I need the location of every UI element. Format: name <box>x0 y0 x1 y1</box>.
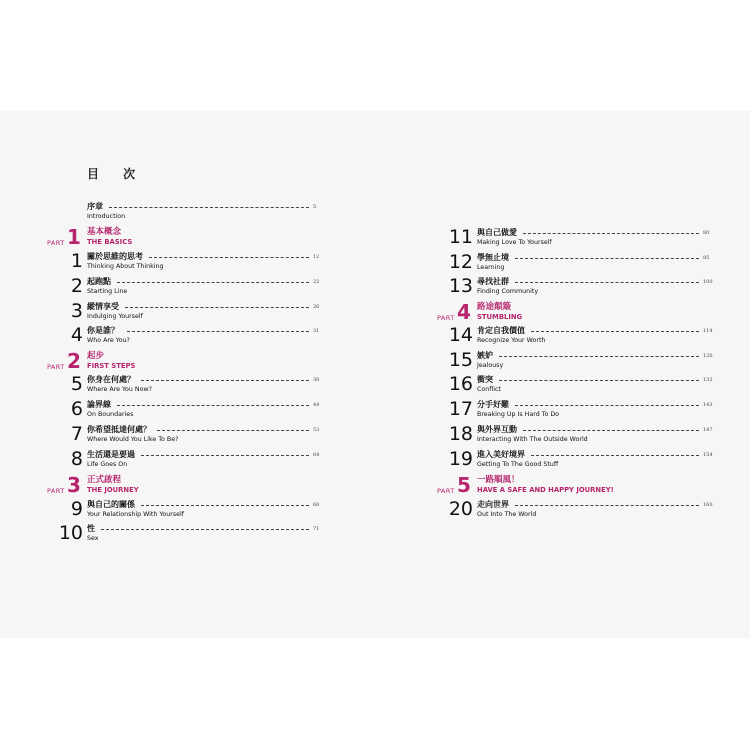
entry-title-en: Where Are You Now? <box>87 386 152 393</box>
leader-dots <box>127 331 309 332</box>
chapter-number: 19 <box>448 448 473 470</box>
leader-dots <box>117 282 309 283</box>
chapter-number: 6 <box>70 398 83 420</box>
entry-title-en: Making Love To Yourself <box>477 239 552 246</box>
page-number: 85 <box>703 255 710 261</box>
chapter-number: 14 <box>448 324 473 346</box>
toc-entry-ch20[interactable] <box>448 498 713 524</box>
toc-entry-ch11[interactable] <box>448 226 712 252</box>
leader-dots <box>531 331 699 332</box>
entry-title-zh: 與外界互動 <box>477 425 520 435</box>
part-number: 4 <box>457 300 471 324</box>
page-number: 143 <box>703 402 713 408</box>
page-number: 71 <box>313 526 320 532</box>
entry-title-zh: 你希望抵達何處？ <box>87 425 154 435</box>
page-number: 114 <box>703 328 713 334</box>
page-number: 5 <box>313 204 317 210</box>
page-number: 44 <box>313 402 320 408</box>
entry-title-zh: 肯定自我價值 <box>477 326 528 336</box>
part-title-zh: 起步 <box>87 351 105 361</box>
leader-dots <box>515 258 699 259</box>
entry-title-zh: 與自己做愛 <box>477 228 520 238</box>
leader-dots <box>157 430 309 431</box>
entry-title-zh: 關於思維的思考 <box>87 252 146 262</box>
chapter-number: 10 <box>58 522 83 544</box>
entry-title-zh: 縱情享受 <box>87 302 122 312</box>
part-title-en: FIRST STEPS <box>87 362 136 370</box>
entry-title-en: Your Relationship With Yourself <box>87 511 184 518</box>
entry-title-en: Recognize Your Worth <box>477 337 546 344</box>
toc-entry-ch17[interactable] <box>448 398 713 424</box>
chapter-number: 17 <box>448 398 473 420</box>
part-title-zh: 一路順風！ <box>477 475 520 485</box>
leader-dots <box>149 257 309 258</box>
leader-dots <box>523 430 699 431</box>
toc-entry-ch15[interactable] <box>448 349 713 375</box>
entry-title-zh: 走向世界 <box>477 500 512 510</box>
leader-dots <box>141 455 309 456</box>
page-number: 64 <box>313 452 320 458</box>
leader-dots <box>531 455 699 456</box>
page-number: 12 <box>313 254 320 260</box>
chapter-number: 5 <box>70 373 83 395</box>
chapter-number: 1 <box>70 250 83 272</box>
entry-title-zh: 嫉妒 <box>477 351 496 361</box>
entry-title-en: On Boundaries <box>87 411 134 418</box>
part-title-zh: 基本概念 <box>87 227 122 237</box>
chapter-number: 9 <box>70 498 83 520</box>
leader-dots <box>515 405 699 406</box>
leader-dots <box>109 207 309 208</box>
leader-dots <box>125 307 309 308</box>
page-number: 22 <box>313 279 320 285</box>
part-title-zh: 正式啟程 <box>87 475 122 485</box>
entry-title-zh: 進入美好境界 <box>477 450 528 460</box>
entry-title-en: Out Into The World <box>477 511 537 518</box>
entry-title-en: Who Are You? <box>87 337 130 344</box>
part-number: 2 <box>67 349 81 373</box>
toc-entry-ch18[interactable] <box>448 423 713 449</box>
part-label: PART <box>47 363 65 371</box>
leader-dots <box>117 405 309 406</box>
page-number: 132 <box>703 377 713 383</box>
entry-title-en: Sex <box>87 535 99 542</box>
page-number: 38 <box>313 377 320 383</box>
leader-dots <box>141 380 309 381</box>
entry-title-en: Learning <box>477 264 505 271</box>
chapter-number: 7 <box>70 423 83 445</box>
part-number: 1 <box>67 225 81 249</box>
toc-entry-ch19[interactable] <box>448 448 713 474</box>
entry-title-en: Conflict <box>477 386 501 393</box>
toc-entry-ch12[interactable] <box>448 251 712 277</box>
chapter-number: 3 <box>70 300 83 322</box>
entry-title-en: Where Would You Like To Be? <box>87 436 179 443</box>
leader-dots <box>515 505 699 506</box>
part-heading-5[interactable] <box>437 475 697 499</box>
toc-entry-ch16[interactable] <box>448 373 713 399</box>
leader-dots <box>515 282 699 283</box>
leader-dots <box>523 233 699 234</box>
entry-title-zh: 你是誰？ <box>87 326 122 336</box>
chapter-number: 2 <box>70 275 83 297</box>
page-number: 147 <box>703 427 713 433</box>
entry-title-zh: 生活還是要過 <box>87 450 138 460</box>
toc-title: 目 次 <box>87 167 146 181</box>
entry-title-en: Interacting With The Outside World <box>477 436 588 443</box>
entry-title-en: Life Goes On <box>87 461 128 468</box>
page-number: 31 <box>313 328 320 334</box>
entry-title-en: Getting To The Good Stuff <box>477 461 559 468</box>
chapter-number: 16 <box>448 373 473 395</box>
chapter-number: 8 <box>70 448 83 470</box>
toc-entry-ch14[interactable] <box>448 324 713 350</box>
entry-title-zh: 學無止境 <box>477 253 512 263</box>
entry-title-zh: 尋找社群 <box>477 277 512 287</box>
entry-title-en: Thinking About Thinking <box>87 263 164 270</box>
entry-title-zh: 衝突 <box>477 375 496 385</box>
part-number: 5 <box>457 473 471 497</box>
part-title-zh: 路途顛簸 <box>477 302 512 312</box>
entry-title-zh: 與自己的關係 <box>87 500 138 510</box>
chapter-number: 18 <box>448 423 473 445</box>
part-label: PART <box>437 314 455 322</box>
part-title-en: HAVE A SAFE AND HAPPY JOURNEY! <box>477 486 614 494</box>
entry-title-zh: 論界線 <box>87 400 114 410</box>
entry-title-en: Indulging Yourself <box>87 313 143 320</box>
entry-title-en: Finding Community <box>477 288 539 295</box>
page-number: 53 <box>313 427 320 433</box>
part-label: PART <box>47 487 65 495</box>
chapter-number: 15 <box>448 349 473 371</box>
toc-entry-ch13[interactable] <box>448 275 713 301</box>
chapter-number: 4 <box>70 324 83 346</box>
page-number: 80 <box>703 230 710 236</box>
part-heading-4[interactable] <box>437 302 637 326</box>
part-title-en: THE JOURNEY <box>87 486 139 494</box>
part-label: PART <box>47 239 65 247</box>
chapter-number: 11 <box>448 226 473 248</box>
page-number: 100 <box>703 279 713 285</box>
entry-title-zh: 分手好難 <box>477 400 512 410</box>
part-label: PART <box>437 487 455 495</box>
entry-title-zh: 起跑點 <box>87 277 114 287</box>
page-number: 120 <box>703 353 713 359</box>
part-title-en: THE BASICS <box>87 238 133 246</box>
page-number: 68 <box>313 502 320 508</box>
entry-title-zh: 性 <box>87 524 98 534</box>
entry-title-en: Breaking Up Is Hard To Do <box>477 411 560 418</box>
entry-title-en: Starting Line <box>87 288 128 295</box>
chapter-number: 12 <box>448 251 473 273</box>
entry-title-en: Introduction <box>87 213 126 220</box>
leader-dots <box>499 356 699 357</box>
page-number: 154 <box>703 452 713 458</box>
leader-dots <box>499 380 699 381</box>
chapter-number: 20 <box>448 498 473 520</box>
page-number: 160 <box>703 502 713 508</box>
entry-title-zh: 你身在何處？ <box>87 375 138 385</box>
entry-title-en: Jealousy <box>477 362 504 369</box>
page-number: 26 <box>313 304 320 310</box>
entry-title-zh: 序章 <box>87 202 106 212</box>
chapter-number: 13 <box>448 275 473 297</box>
leader-dots <box>101 529 309 530</box>
part-title-en: STUMBLING <box>477 313 523 321</box>
part-number: 3 <box>67 473 81 497</box>
leader-dots <box>141 505 309 506</box>
